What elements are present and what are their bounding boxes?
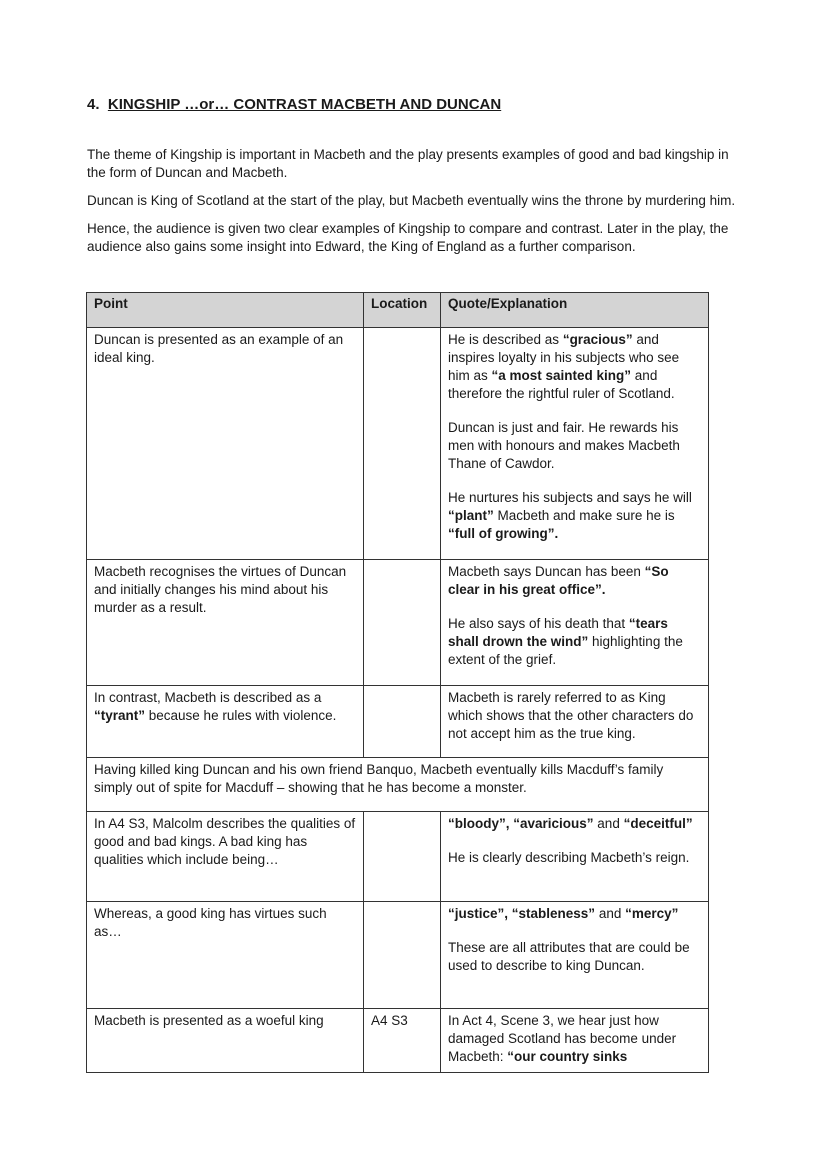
- quote-paragraph: He is described as “gracious” and inspires loyalty in his subjects who see him as “a most sainted king” and therefore the rightful ruler of Scotland.: [448, 332, 680, 401]
- point-cell: Duncan is presented as an example of an ideal king.: [87, 328, 364, 560]
- full-width-cell: Having killed king Duncan and his own friend Banquo, Macbeth eventually kills Macduff’s family simply out of spite for Macduff – showing that he has become a monster.: [87, 758, 709, 812]
- intro-paragraph: Hence, the audience is given two clear examples of Kingship to compare and contrast. Later in the play, the audience also gains some insight into Edward, the King of England as a further comparison.: [87, 220, 729, 254]
- header-point: Point: [87, 293, 364, 328]
- quote-paragraph: “bloody”, “avaricious” and “deceitful”: [448, 816, 693, 831]
- table-row: [87, 686, 709, 758]
- header-quote: Quote/Explanation: [441, 293, 709, 328]
- quote-cell: In Act 4, Scene 3, we hear just how damaged Scotland has become under Macbeth: “our country sinks: [441, 1009, 709, 1073]
- quote-paragraph: These are all attributes that are could be used to describe to king Duncan.: [448, 939, 690, 973]
- point-cell: In contrast, Macbeth is described as a “tyrant” because he rules with violence.: [87, 686, 364, 758]
- location-cell: [364, 560, 441, 686]
- quote-paragraph: “justice”, “stableness” and “mercy”: [448, 906, 679, 921]
- section-title: KINGSHIP …or… CONTRAST MACBETH AND DUNCAN: [107, 96, 502, 113]
- location-cell: [364, 902, 441, 1009]
- table-header-row: [87, 293, 709, 328]
- location-cell: [364, 812, 441, 902]
- quote-cell: [441, 812, 709, 902]
- table-row: [87, 1009, 709, 1073]
- location-cell: [364, 328, 441, 560]
- intro-paragraph: The theme of Kingship is important in Macbeth and the play presents examples of good and bad kingship in the form of Duncan and Macbeth.: [87, 147, 729, 180]
- quote-paragraph: He is clearly describing Macbeth’s reign.: [448, 849, 690, 865]
- quote-paragraph: Macbeth says Duncan has been “So clear in his great office”.: [448, 564, 669, 597]
- quote-cell: [441, 902, 709, 1009]
- section-number: 4.: [87, 96, 100, 113]
- point-cell: Macbeth recognises the virtues of Duncan and initially changes his mind about his murder as a result.: [87, 560, 364, 686]
- table-row: [87, 328, 709, 560]
- header-location: Location: [364, 293, 441, 328]
- table-row: [87, 758, 709, 812]
- point-cell: Macbeth is presented as a woeful king: [87, 1009, 364, 1073]
- quote-paragraph: He also says of his death that “tears shall drown the wind” highlighting the extent of the grief.: [448, 615, 683, 667]
- quote-cell: Macbeth is rarely referred to as King which shows that the other characters do not accept him as the true king.: [441, 686, 709, 758]
- quote-cell: [441, 328, 709, 560]
- quote-paragraph: Duncan is just and fair. He rewards his men with honours and makes Macbeth Thane of Cawdor.: [448, 419, 680, 471]
- point-cell: In A4 S3, Malcolm describes the qualities of good and bad kings. A bad king has qualities which include being…: [87, 812, 364, 902]
- quote-cell: [441, 560, 709, 686]
- kingship-table: [86, 292, 709, 1073]
- point-cell: Whereas, a good king has virtues such as…: [87, 902, 364, 1009]
- location-cell: A4 S3: [364, 1009, 441, 1073]
- table-row: [87, 812, 709, 902]
- table-row: [87, 902, 709, 1009]
- intro-text: [87, 146, 742, 266]
- intro-paragraph: Duncan is King of Scotland at the start of the play, but Macbeth eventually wins the throne by murdering him.: [87, 192, 736, 208]
- section-heading: [87, 95, 501, 115]
- table-row: [87, 560, 709, 686]
- quote-paragraph: He nurtures his subjects and says he will “plant” Macbeth and make sure he is “full of growing”.: [448, 489, 692, 541]
- location-cell: [364, 686, 441, 758]
